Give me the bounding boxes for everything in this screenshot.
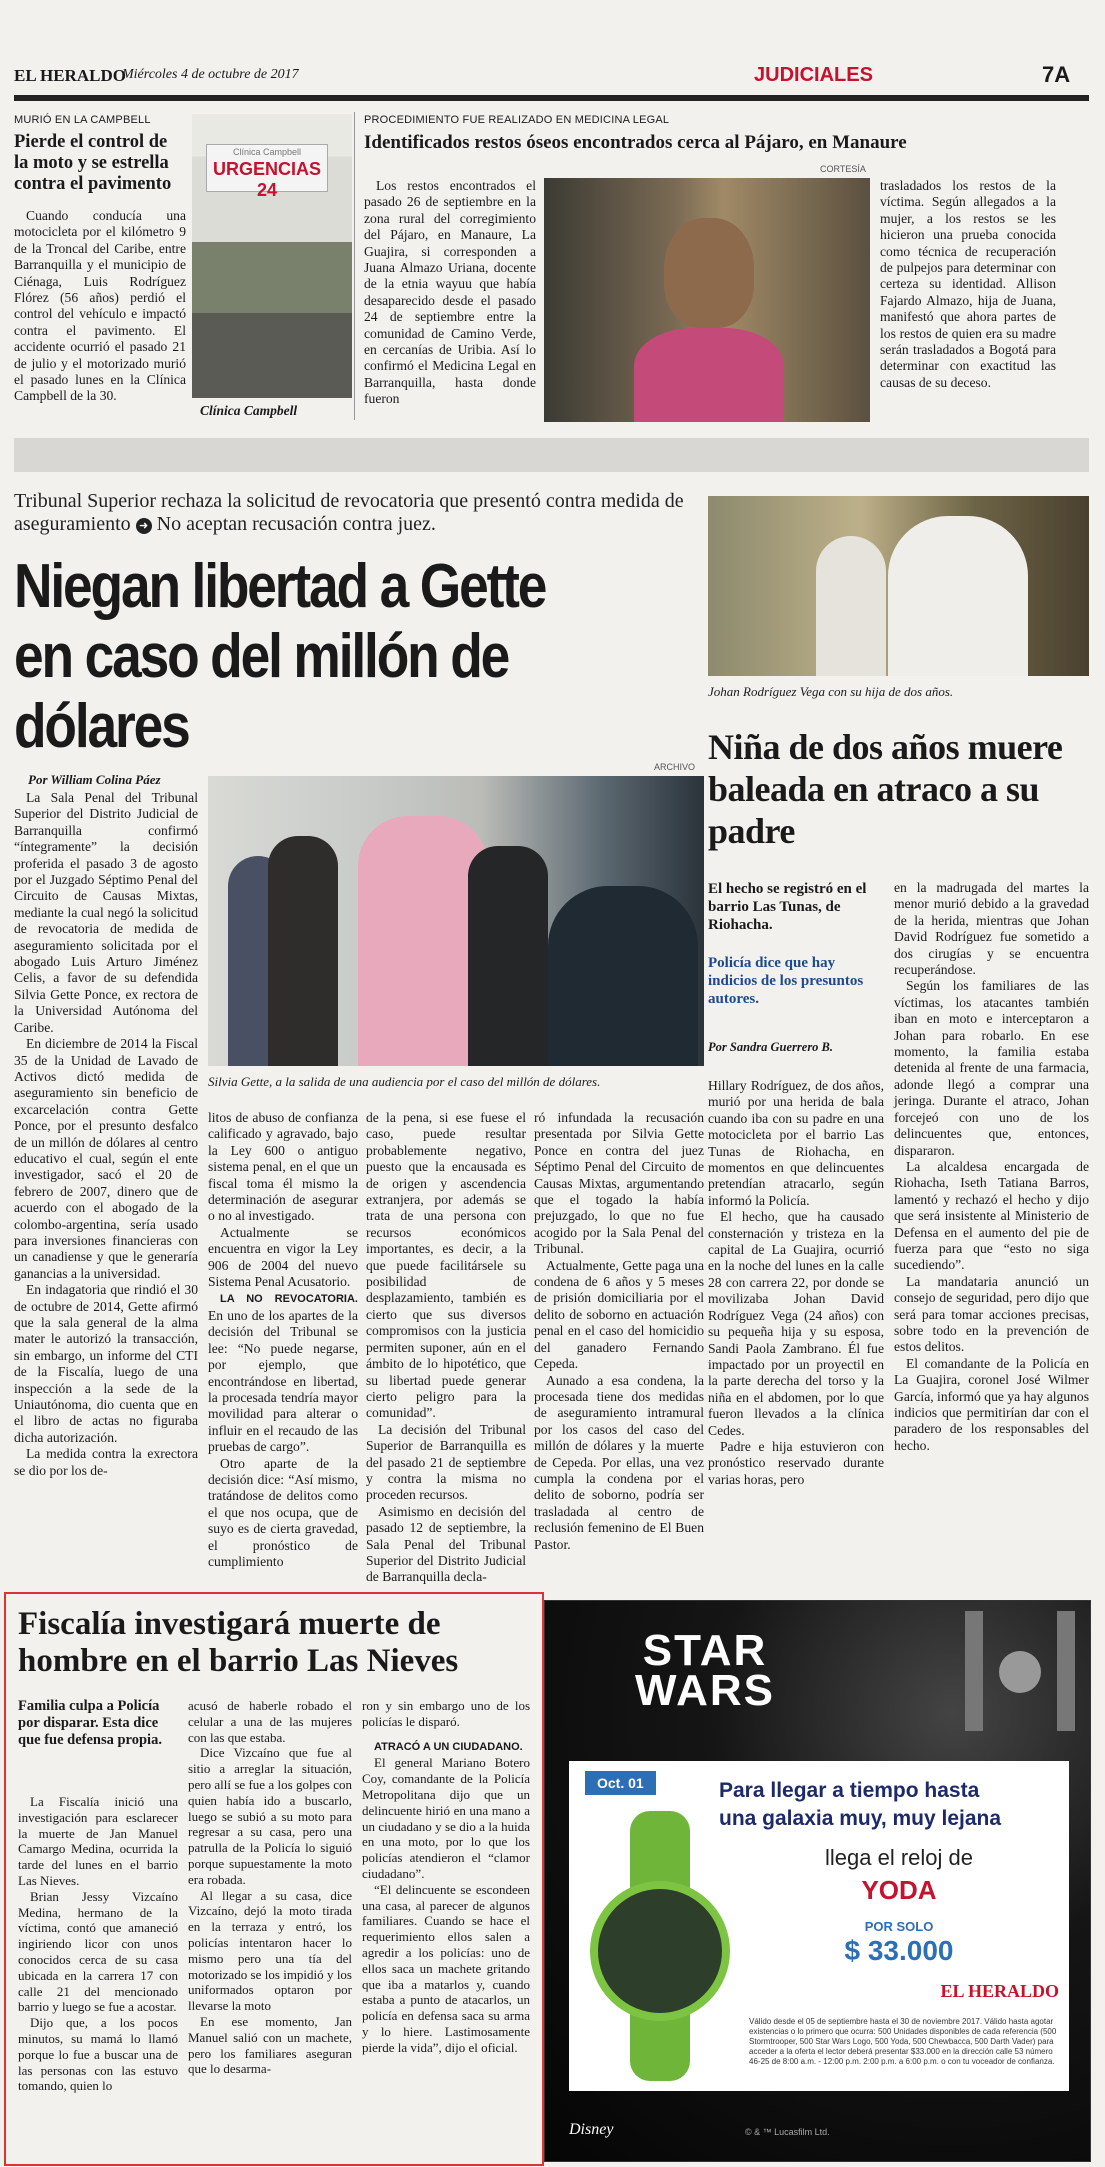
copyright: © & ™ Lucasfilm Ltd.: [745, 2127, 830, 2137]
section-name: JUDICIALES: [754, 64, 873, 86]
paragraph: La Fiscalía inició una investigación para esclarecer la muerte de Jan Manuel Camargo Medina, ocurrida la tarde del lunes en el barrio Las Nieves.: [18, 1794, 178, 1888]
paragraph: En ese momento, Jan Manuel salió con un machete, pero los familiares aseguran que lo desarma-: [188, 2013, 352, 2077]
advertiser-logo: EL HERALDO: [940, 1981, 1059, 2001]
body-col1: [18, 1794, 178, 2094]
vertical-divider: [354, 112, 355, 420]
subhead: LA NO REVOCATORIA.: [220, 1293, 358, 1306]
paragraph: Brian Jessy Vizcaíno Medina, hermano de la víctima, contó que amaneció ingiriendo licor con unos conocidos cerca de su casa ubicada en la carrera 17 con calle 21 del mencionado barrio y luego se fue a acostar.: [18, 1888, 178, 2015]
paragraph: [362, 1738, 530, 1756]
tie-fighter-icon: [965, 1611, 1075, 1731]
deck: [14, 490, 704, 536]
arrow-right-icon: ➜: [136, 518, 152, 534]
clinic-photo: [192, 114, 352, 398]
paragraph: El comandante de la Policía en La Guajira, coronel José Wilmer García, informó que ya hay algunos indicios que permitirían dar con el paradero de los responsables del hecho.: [894, 1355, 1089, 1453]
paragraph: La decisión del Tribunal Superior de Barranquilla es del pasado 21 de septiembre y contra la misma no proceden recursos.: [366, 1421, 526, 1503]
paragraph: Al llegar a su casa, dice Vizcaíno, dejó la moto tirada en la terraza y entró, los policías intentaron hacer lo mismo pero una tía del motorizado se los impidió y los uniformados optaron por llevarse la moto: [188, 1887, 352, 2014]
ad-white-panel: [569, 1761, 1069, 2091]
masthead: [14, 58, 1089, 98]
paragraph: en la madrugada del martes la menor murió debido a la gravedad de la herida, mientras que Johan David Rodríguez fue sometido a dos cirugías y se encuentra recuperándose.: [894, 880, 1089, 978]
body: Cuando conducía una motocicleta por el kilómetro 9 de la Troncal del Caribe, entre Barranquilla y el municipio de Ciénaga, Luis Rodríguez Flórez (56 años) perdió el control del vehículo e impactó contra el pavimento. El accidente ocurrió el pasado 21 de julio y el motorizado murió el pasado lunes en la Clínica Campbell de la 30.: [14, 208, 186, 404]
paragraph: Dijo que, a los pocos minutos, su mamá lo llamó porque lo fue a buscar una de las personas con las estuvo tomando, quien lo: [18, 2015, 178, 2094]
caption: Clínica Campbell: [200, 403, 298, 418]
paragraph: ron y sin embargo uno de los policías le disparó.: [362, 1698, 530, 1729]
paragraph: Asimismo en decisión del pasado 12 de septiembre, la Sala Penal del Tribunal Superior del Distrito Judicial de Barranquilla decla-: [366, 1503, 526, 1585]
star-wars-logo: STAR WARS: [635, 1626, 775, 1715]
date-badge: Oct. 01: [585, 1771, 656, 1795]
body-col2: [188, 1698, 352, 2077]
byline: Por Sandra Guerrero B.: [708, 1040, 834, 1054]
paragraph: El general Mariano Botero Coy, comandante de la Policía Metropolitana dijo que un delincuente hirió en una mano a un ciudadano y se dio a la huida en una moto, por lo que los policías atendieron el “clamor ciudadano”.: [362, 1755, 530, 1881]
body-col3: [362, 1698, 530, 2056]
paragraph-text: En uno de los apartes de la decisión del Tribunal se lee: “No puede negarse, por ejemplo, que encontrándose en libertad, la procesada tendría mayor movilidad para alterar o influir en el recaudo de las pruebas de cargo”.: [208, 1307, 358, 1455]
headline: Pierde el control de la moto y se estrella contra el pavimento: [14, 132, 172, 194]
paragraph: acusó de haberle robado el celular a una de las mujeres con las que estaba.: [188, 1698, 352, 1745]
disney-logo: Disney: [569, 2121, 614, 2138]
paragraph: de la pena, si ese fuese el caso, puede resultar probablemente negativo, puesto que la encausada es de origen y ascendencia extranjera, por además se trata de una persona con recursos económicos importantes, es decir, a la que puede facilitársele su posibilidad de desplazamiento, también es cierto que sus diversos compromisos con la justicia permiten suponer, aún en el ámbito de lo hipotético, que su libertad puede generar cierto peligro para la comunidad”.: [366, 1110, 526, 1421]
clinic-sign-top: Clínica Campbell: [232, 147, 302, 157]
price-label: POR SOLO: [864, 1919, 934, 1934]
father-daughter-photo: [708, 496, 1089, 676]
body-col3: [366, 1110, 526, 1586]
body-colB: [894, 880, 1089, 1454]
tie-wing-left: [965, 1611, 983, 1731]
paragraph: La Sala Penal del Tribunal Superior del Distrito Judicial de Barranquilla confirmó “íntegramente” la decisión proferida el pasado 3 de agosto por el Juzgado Séptimo Penal del Circuito de Causas Mixtas, mediante la cual negó la solicitud de revocatoria de medida de aseguramiento solicitada por el abogado Luis Arturo Jiménez Celis, a favor de su defendida Silvia Gette Ponce, ex rectora de la Universidad Autónoma del Caribe.: [14, 790, 198, 1035]
main-story: [14, 480, 704, 1590]
tie-cockpit: [999, 1651, 1041, 1693]
watch-face: [590, 1881, 730, 2021]
paragraph: Padre e hija estuvieron con pronóstico reservado durante varias horas, pero: [708, 1438, 884, 1487]
price: $ 33.000: [844, 1935, 954, 1966]
clothes: [634, 328, 784, 422]
story-las-nieves: [4, 1592, 544, 2166]
paragraph: ró infundada la recusación presentada por Silvia Gette Ponce en contra del juez Séptimo Penal del Circuito de Causas Mixtas, argumentando que el togado la había prejuzgado, lo que no fue acogido por la Sala Penal del Tribunal.: [534, 1110, 704, 1257]
photo-credit: ARCHIVO: [654, 762, 696, 772]
caption: Silvia Gette, a la salida de una audiencia por el caso del millón de dólares.: [208, 1074, 601, 1089]
paragraph: En diciembre de 2014 la Fiscal 35 de la Unidad de Lavado de Activos dictó medida de aseguramiento sin beneficio de excarcelación contra Gette Ponce, por el presunto desfalco de un millón de dólares al centro educativo el cual, según el ente investigador, sacó el 20 de febrero de 2007, dinero que de acuerdo con el abogado de la colombo-argentina, sería usado para inversiones financieras con un canadiense y que le generaría ganancias a la universidad.: [14, 1036, 198, 1281]
figure-man-2: [268, 836, 338, 1066]
ad-line-4: YODA: [861, 1875, 937, 1905]
paragraph: Según los familiares de las víctimas, los atacantes también iban en moto e interceptaron a Johan para robarlo. En ese momento, la familia estaba detenida al frente de una farmacia, adonde llegó a comprar una jeringa. Durante el atraco, Johan forcejeó con uno de los delincuentes que, entonces, dispararon.: [894, 978, 1089, 1158]
paper-name: EL HERALDO: [14, 66, 126, 85]
body-col2: trasladados los restos de la víctima. Según allegados a la mujer, a los restos se les hicieron una prueba conocida como técnica de recuperación de pulpejos para determinar con certeza su identidad. Allison Fajardo Almazo, hija de Juana, manifestó que ahora partes de los restos de quien era su madre serán trasladados a Bogotá para determinar con exactitud las causas de su deceso.: [880, 178, 1056, 390]
paragraph: Dice Vizcaíno que fue al sitio a arreglar la situación, pero allí se fue a los golpes con quien había ido a buscarlo, luego se subió a su moto para regresar a su casa, pero una patrulla de la Policía lo siguió porque supuestamente la moto era robada.: [188, 1745, 352, 1887]
victim-photo: [544, 178, 870, 422]
paragraph: El hecho, que ha causado consternación y tristeza en la capital de La Guajira, ocurrió en la noche del lunes en la calle 28 con carrera 22, por donde se movilizaba Johan David Rodríguez Vega (24 años) con su pequeña hija y su esposa, Sandi Paola Zambrano. Él fue impactado por un proyectil en la parte derecha del torso y la niña en el abdomen, por lo que fueron llevados a la clínica Cedes.: [708, 1209, 884, 1438]
byline: Por William Colina Páez: [28, 772, 161, 787]
headline: Niña de dos años muere baleada en atraco a su padre: [708, 727, 1063, 851]
paragraph: litos de abuso de confianza calificado y agravado, bajo la Ley 600 o antiguo sistema penal, en el que un fiscal toma él mismo la determinación de asegurar o no al investigado.: [208, 1110, 358, 1224]
caption: Johan Rodríguez Vega con su hija de dos años.: [708, 684, 954, 699]
paragraph: La medida contra la exrectora se dio por los de-: [14, 1446, 198, 1478]
deck-2: No aceptan recusación contra juez.: [156, 513, 436, 535]
headline: Niegan libertad a Gette en caso del millón de dólares: [14, 552, 546, 761]
paragraph: La alcaldesa encargada de Riohacha, Iseth Tatiana Barros, lamentó y rechazó el hecho y dijo que será insistente al Ministerio de Defensa en el aumento del pie de fuerza para que “esto no siga sucediendo”.: [894, 1158, 1089, 1273]
paragraph: “El delincuente se escondeen una casa, al parecer de algunos familiares. Cuando se hace el requerimiento ellos salen a agredir a los policías: uno de ellos saca un machete gritando que iba a matarlos y, cuando estaba a punto de atacarlos, un policía en defensa saca su arma y lo hiere. Lastimosamente pierde la vida”, dijo el oficial.: [362, 1881, 530, 2055]
story-nina: [708, 480, 1089, 1590]
body-col1: [14, 790, 198, 1479]
body-col2: [208, 1110, 358, 1570]
figure-police: [548, 886, 698, 1066]
photo-credit: CORTESÍA: [820, 164, 866, 174]
figure-man-3: [468, 846, 548, 1066]
deck-1: Tribunal Superior rechaza la solicitud de revocatoria que presentó contra medida de aseguramiento: [14, 490, 684, 535]
paragraph: Otro aparte de la decisión dice: “Así mismo, tratándose de delitos como el que nos ocupa, que de suyo es de cierta gravedad, el pronóstico de cumplimiento: [208, 1455, 358, 1569]
ad-line-3: llega el reloj de: [825, 1845, 973, 1870]
story-restos: [364, 108, 1089, 428]
face: [664, 218, 754, 328]
father: [888, 516, 1028, 676]
paragraph: Actualmente se encuentra en vigor la Ley 906 de 2004 del nuevo Sistema Penal Acusatorio.: [208, 1224, 358, 1290]
ad-line-1: Para llegar a tiempo hasta: [719, 1779, 980, 1802]
paragraph: Hillary Rodríguez, de dos años, murió por una herida de bala cuando iba con su padre en una motocicleta por el barrio Las Tunas de Riohacha, en momentos en que delincuentes pretendían atracarlo, según informó la Policía.: [708, 1078, 884, 1208]
fine-print: Válido desde el 05 de septiembre hasta el 30 de noviembre 2017. Válido hasta agotar existencias o lo primero que ocurra: 500 Unidades disponibles de cada referencia (500 Stormtrooper, 500 Star Wars Logo, 500 Yoda, 500 Chewbacca, 500 Darth Vader) para acceder a la oferta el lector deberá presentar $33.000 en la dirección calle 53 número 46-25 de 8:00 a.m. - 12:00 p.m. 2:00 p.m. a 6:00 p.m. o con tu voceador de confianza.: [749, 2017, 1057, 2066]
section-divider: [14, 438, 1089, 472]
headline: Identificados restos óseos encontrados cerca al Pájaro, en Manaure: [364, 132, 907, 153]
headline: Fiscalía investigará muerte de hombre en el barrio Las Nieves: [18, 1606, 459, 1679]
subhead-inline: ATRACÓ A UN CIUDADANO.: [374, 1740, 523, 1753]
masthead-rule: [14, 95, 1089, 101]
baby: [816, 536, 886, 676]
page-number: 7A: [1042, 62, 1071, 87]
kicker: MURIÓ EN LA CAMPBELL: [14, 114, 151, 126]
paragraph: [208, 1290, 358, 1455]
gette-photo: [208, 776, 704, 1066]
yoda-watch-icon: [585, 1811, 735, 2081]
paragraph: La mandataria anunció un consejo de seguridad, pero dijo que será para tomar acciones precisas, sobre todo en la prevención de estos delitos.: [894, 1273, 1089, 1355]
body-colA: [708, 1078, 884, 1488]
issue-date: Miércoles 4 de octubre de 2017: [122, 67, 299, 82]
paragraph: Actualmente, Gette paga una condena de 6 años y 5 meses de prisión domiciliaria por el delito de soborno en actuación penal en el caso del homicidio del ganadero Fernando Cepeda.: [534, 1257, 704, 1372]
kicker: PROCEDIMIENTO FUE REALIZADO EN MEDICINA LEGAL: [364, 114, 670, 126]
subhead: Familia culpa a Policía por disparar. Esta dice que fue defensa propia.: [18, 1698, 162, 1748]
subhead-2: Policía dice que hay indicios de los presuntos autores.: [708, 955, 864, 1007]
paragraph: En indagatoria que rindió el 30 de octubre de 2014, Gette afirmó que la sala general de la alma mater le autorizó la transacción, sin embargo, un informe del CTI de la Fiscalía, luego de una inspección a la sede de la Uniautónoma, dio cuenta que en el libro de actas no figuraba dicha autorización.: [14, 1282, 198, 1445]
body-col4: [534, 1110, 704, 1553]
clinic-sign: [206, 144, 328, 200]
body-col1: Los restos encontrados el pasado 26 de septiembre en la zona rural del corregimiento del Pájaro, en Manaure, La Guajira, si corresponden a Juana Almazo Uriana, docente de la etnia wayuu que había desaparecido desde el pasado 24 de septiembre entre la comunidad de Camino Verde, en cercanías de Uribia. Así lo confirmó el Medicina Legal en Barranquilla, hasta donde fueron: [364, 178, 536, 407]
subhead-1: El hecho se registró en el barrio Las Tunas, de Riohacha.: [708, 881, 867, 933]
tie-wing-right: [1057, 1611, 1075, 1731]
ad-line-2: una galaxia muy, muy lejana: [719, 1807, 1002, 1830]
paragraph: Aunado a esa condena, la procesada tiene dos medidas de aseguramiento intramural por los casos del caso del millón de dólares y la muerte de Cepeda. Por ellas, una vez cumpla la condena por el delito de soborno, podría ser trasladada al centro de reclusión femenino de El Buen Pastor.: [534, 1372, 704, 1552]
star-wars-ad[interactable]: [544, 1600, 1091, 2162]
story-moto: [14, 108, 344, 428]
clinic-sign-text: URGENCIAS 24: [212, 159, 321, 200]
